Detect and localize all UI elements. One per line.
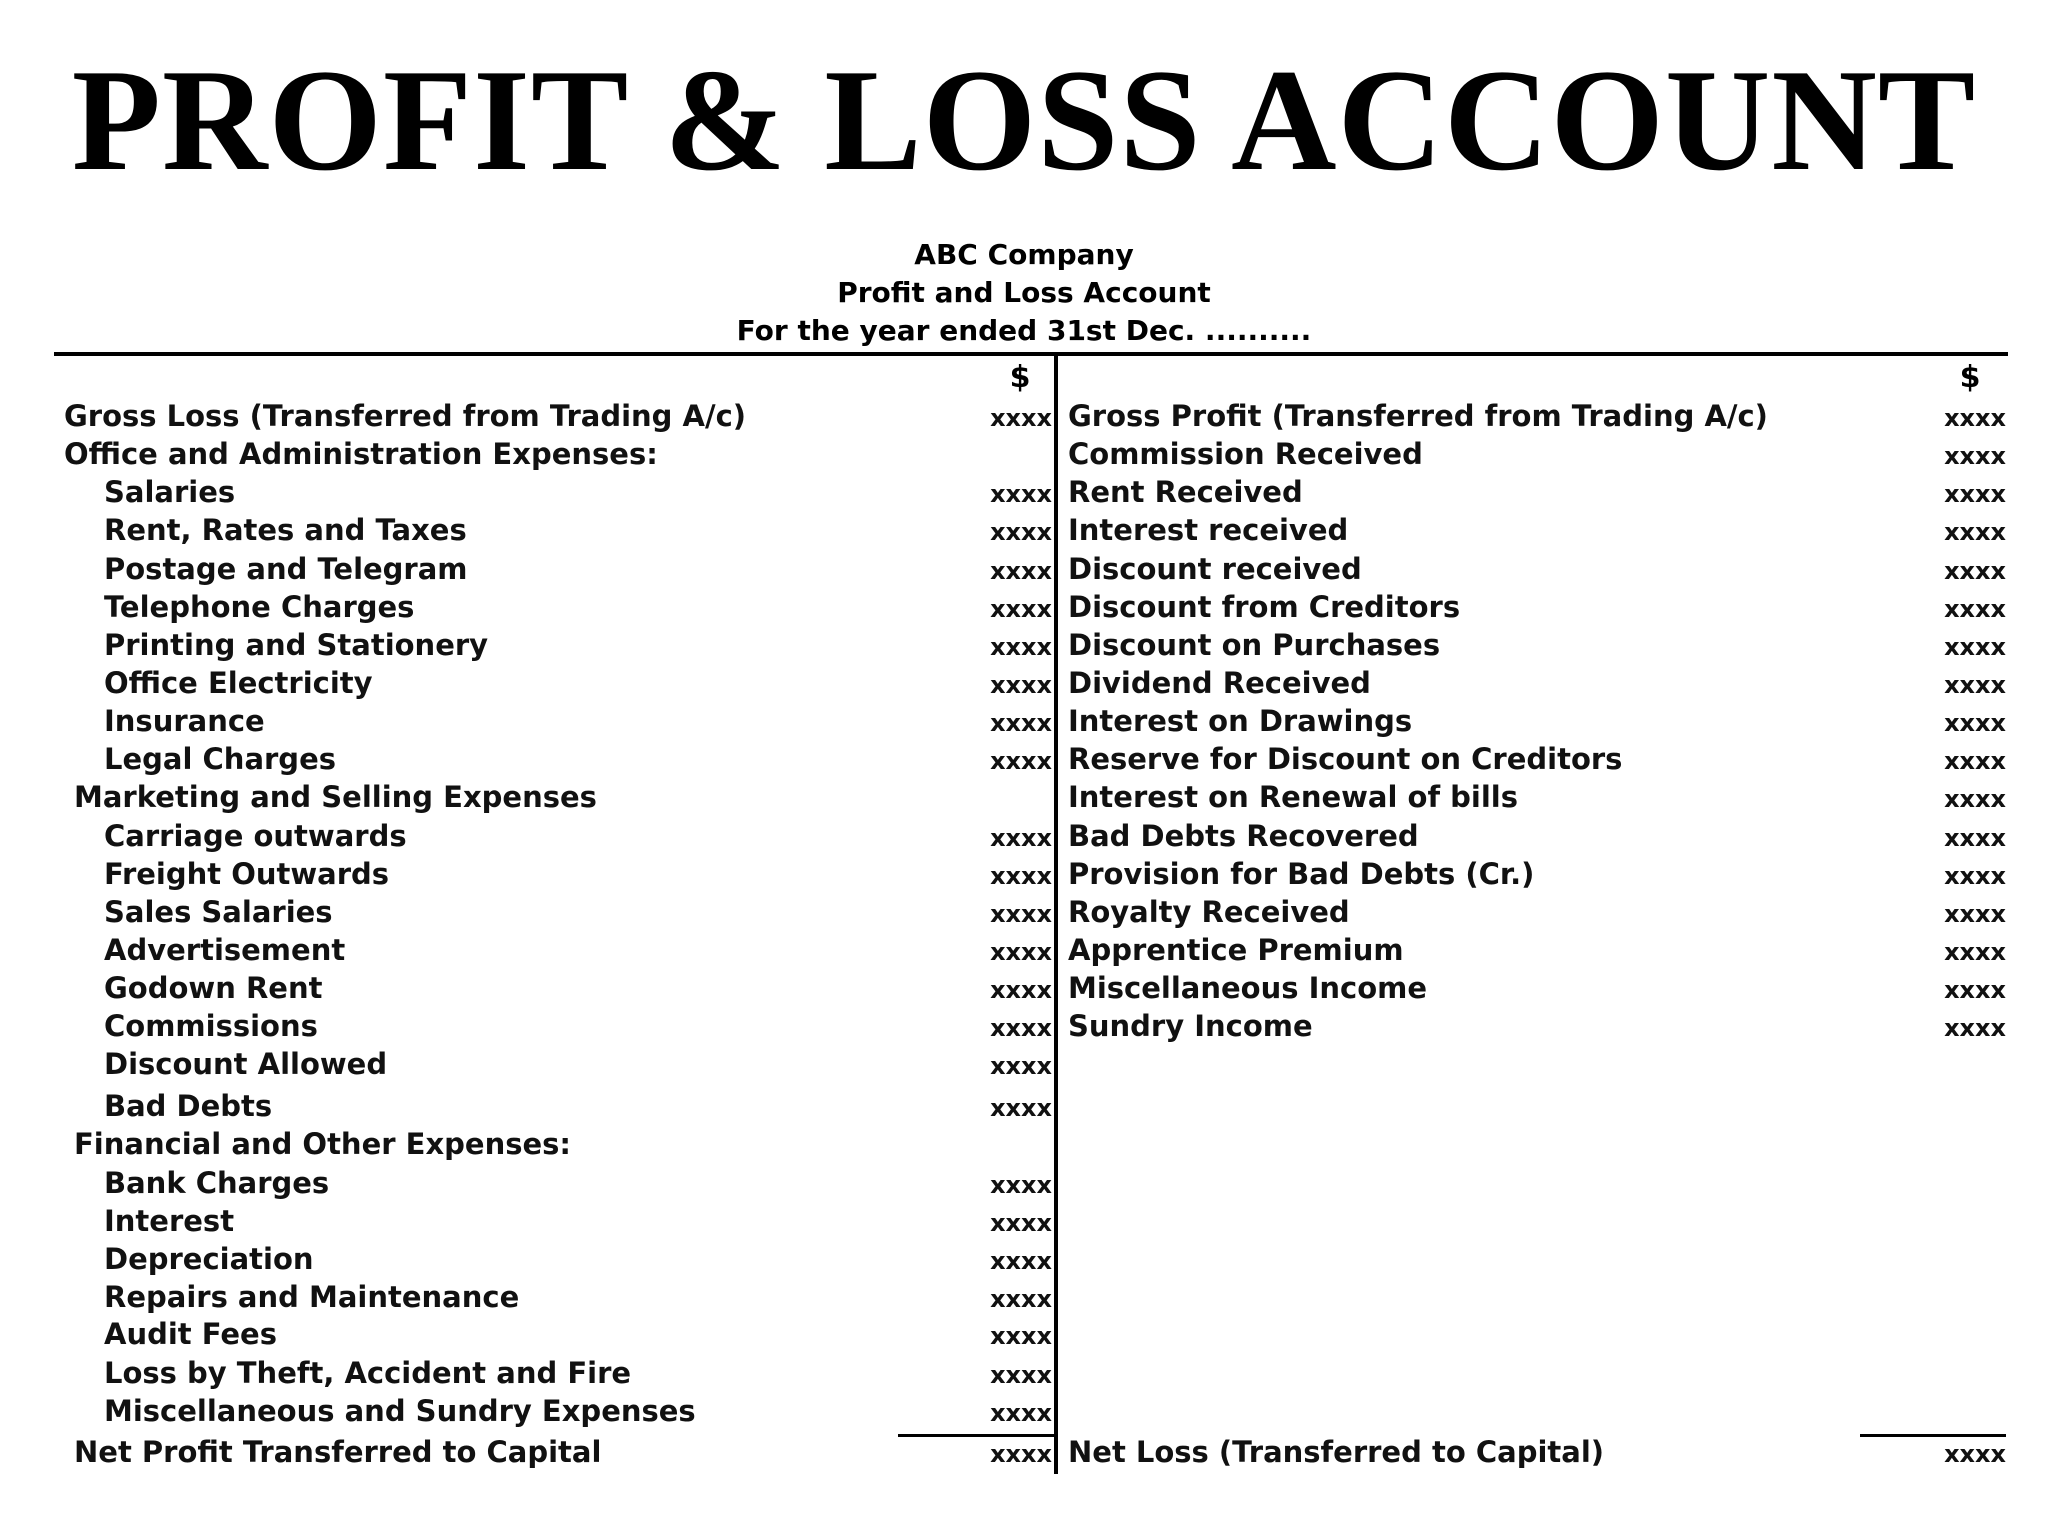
debit-amount: xxxx: [990, 595, 1052, 623]
credit-amount: xxxx: [1944, 709, 2006, 737]
credit-label: Interest on Drawings: [1068, 704, 1413, 738]
credit-currency-header: $: [1959, 360, 1981, 395]
header-rule: [54, 352, 2008, 356]
debit-amount: xxxx: [990, 1247, 1052, 1275]
company-name: ABC Company: [914, 238, 1134, 271]
credit-label: Reserve for Discount on Creditors: [1068, 742, 1623, 776]
debit-label: Gross Loss (Transferred from Trading A/c): [64, 399, 747, 433]
credit-label: Royalty Received: [1068, 895, 1350, 929]
debit-amount: xxxx: [990, 900, 1052, 928]
debit-label: Advertisement: [104, 933, 346, 967]
credit-label: Discount on Purchases: [1068, 628, 1441, 662]
debit-amount: xxxx: [990, 976, 1052, 1004]
debit-label: Salaries: [104, 475, 236, 509]
debit-label: Repairs and Maintenance: [104, 1280, 520, 1314]
credit-label: Sundry Income: [1068, 1009, 1313, 1043]
debit-label: Postage and Telegram: [104, 552, 468, 586]
credit-amount: xxxx: [1944, 480, 2006, 508]
statement-period: For the year ended 31st Dec. ..........: [736, 314, 1312, 347]
debit-amount: xxxx: [990, 404, 1052, 432]
debit-label: Carriage outwards: [104, 819, 407, 853]
credit-label: Interest received: [1068, 513, 1349, 547]
credit-amount: xxxx: [1944, 442, 2006, 470]
debit-amount: xxxx: [990, 1014, 1052, 1042]
credit-label: Discount received: [1068, 552, 1362, 586]
debit-label: Interest: [104, 1204, 235, 1238]
debit-label: Office Electricity: [104, 666, 373, 700]
credit-label: Interest on Renewal of bills: [1068, 780, 1519, 814]
debit-label: Commissions: [104, 1009, 318, 1043]
debit-label: Legal Charges: [104, 742, 336, 776]
credit-amount: xxxx: [1944, 1440, 2006, 1468]
debit-amount: xxxx: [990, 1094, 1052, 1122]
debit-label: Discount Allowed: [104, 1047, 388, 1081]
credit-amount: xxxx: [1944, 595, 2006, 623]
debit-label: Net Profit Transferred to Capital: [74, 1435, 602, 1469]
debit-label: Office and Administration Expenses:: [64, 437, 658, 471]
credit-amount: xxxx: [1944, 938, 2006, 966]
credit-amount: xxxx: [1944, 824, 2006, 852]
debit-amount: xxxx: [990, 1399, 1052, 1427]
credit-amount: xxxx: [1944, 747, 2006, 775]
debit-amount: xxxx: [990, 709, 1052, 737]
debit-amount: xxxx: [990, 747, 1052, 775]
credit-label: Bad Debts Recovered: [1068, 819, 1419, 853]
credit-amount: xxxx: [1944, 671, 2006, 699]
credit-label: Miscellaneous Income: [1068, 971, 1428, 1005]
credit-label: Discount from Creditors: [1068, 590, 1461, 624]
credit-amount: xxxx: [1944, 518, 2006, 546]
debit-label: Loss by Theft, Accident and Fire: [104, 1356, 632, 1390]
debit-label: Depreciation: [104, 1242, 314, 1276]
credit-label: Gross Profit (Transferred from Trading A/c): [1068, 399, 1768, 433]
credit-amount: xxxx: [1944, 976, 2006, 1004]
page-title: PROFIT & LOSS ACCOUNT: [71, 39, 1977, 201]
debit-amount: xxxx: [990, 671, 1052, 699]
debit-label: Freight Outwards: [104, 857, 390, 891]
statement-name: Profit and Loss Account: [837, 276, 1211, 309]
debit-amount: xxxx: [990, 480, 1052, 508]
debit-amount: xxxx: [990, 518, 1052, 546]
credit-label: Net Loss (Transferred to Capital): [1068, 1435, 1605, 1469]
debit-amount: xxxx: [990, 1322, 1052, 1350]
debit-amount: xxxx: [990, 1171, 1052, 1199]
debit-amount: xxxx: [990, 557, 1052, 585]
debit-label: Bad Debts: [104, 1089, 273, 1123]
debit-currency-header: $: [1009, 360, 1031, 395]
debit-label: Insurance: [104, 704, 265, 738]
credit-amount: xxxx: [1944, 404, 2006, 432]
debit-label: Miscellaneous and Sundry Expenses: [104, 1394, 696, 1428]
credit-amount: xxxx: [1944, 557, 2006, 585]
credit-amount: xxxx: [1944, 862, 2006, 890]
credit-amount: xxxx: [1944, 900, 2006, 928]
debit-amount: xxxx: [990, 824, 1052, 852]
credit-label: Dividend Received: [1068, 666, 1371, 700]
debit-label: Telephone Charges: [104, 590, 415, 624]
debit-amount: xxxx: [990, 1209, 1052, 1237]
credit-amount: xxxx: [1944, 633, 2006, 661]
debit-amount: xxxx: [990, 938, 1052, 966]
debit-amount: xxxx: [990, 862, 1052, 890]
credit-label: Provision for Bad Debts (Cr.): [1068, 857, 1535, 891]
credit-label: Apprentice Premium: [1068, 933, 1404, 967]
debit-label: Printing and Stationery: [104, 628, 489, 662]
debit-label: Marketing and Selling Expenses: [74, 780, 597, 814]
credit-label: Commission Received: [1068, 437, 1423, 471]
debit-label: Audit Fees: [104, 1317, 277, 1351]
debit-amount: xxxx: [990, 1285, 1052, 1313]
debit-amount: xxxx: [990, 633, 1052, 661]
debit-label: Godown Rent: [104, 971, 323, 1005]
credit-amount: xxxx: [1944, 785, 2006, 813]
credit-label: Rent Received: [1068, 475, 1303, 509]
debit-amount: xxxx: [990, 1440, 1052, 1468]
debit-label: Financial and Other Expenses:: [74, 1127, 572, 1161]
debit-label: Rent, Rates and Taxes: [104, 513, 467, 547]
debit-amount: xxxx: [990, 1052, 1052, 1080]
credit-amount: xxxx: [1944, 1014, 2006, 1042]
debit-label: Sales Salaries: [104, 895, 333, 929]
debit-amount: xxxx: [990, 1361, 1052, 1389]
debit-label: Bank Charges: [104, 1166, 330, 1200]
column-divider: [1054, 352, 1058, 1474]
